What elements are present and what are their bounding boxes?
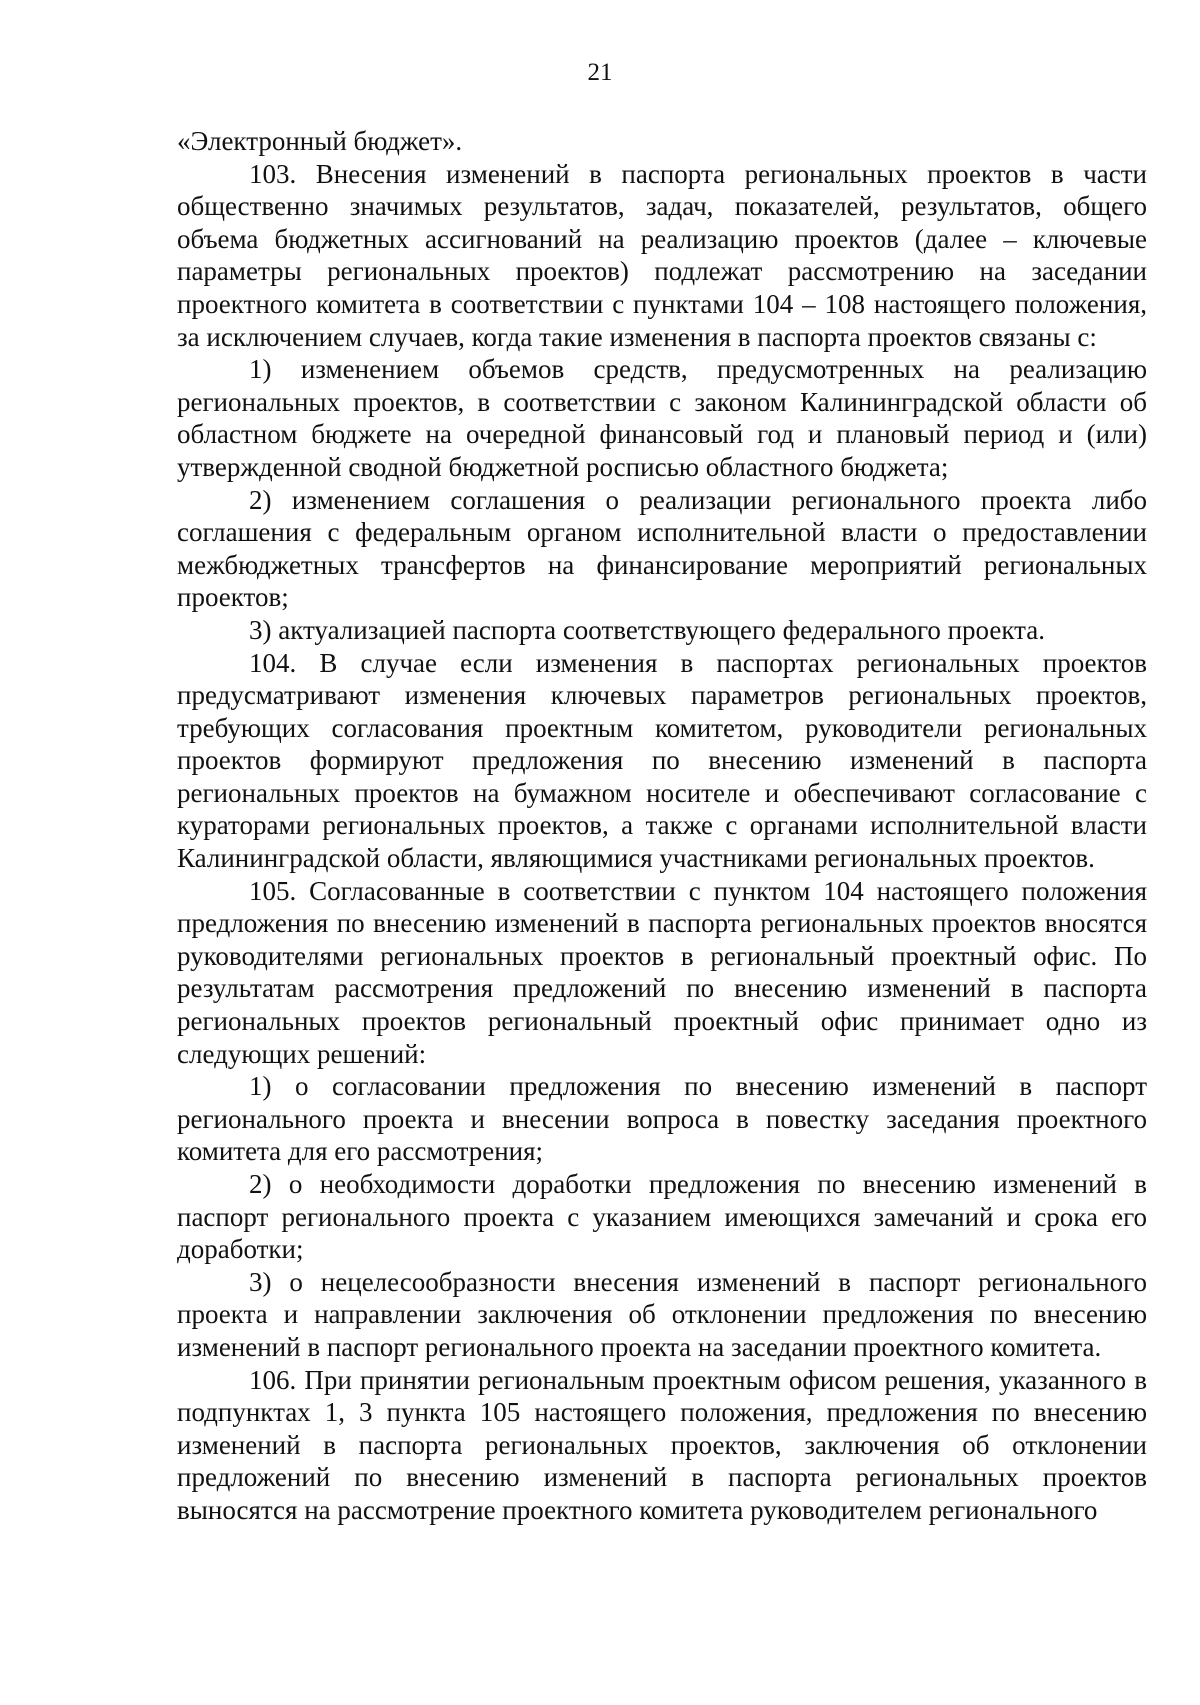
document-body	[177, 125, 1147, 1527]
paragraph-continuation: «Электронный бюджет».	[177, 126, 463, 156]
paragraph-subitem-103-2: 2) изменением соглашения о реализации регионального проекта либо соглашения с федеральным органом исполнительной власти о предоставлении межбюджетных трансфертов на финансирование мероприятий региональных проектов;	[177, 484, 1147, 613]
paragraph-subitem-103-1: 1) изменением объемов средств, предусмотренных на реализацию региональных проектов, в соответствии с законом Калининградской области об областном бюджете на очередной финансовый год и плановый период и (или) утвержденной сводной бюджетной росписью областного бюджета;	[177, 354, 1147, 482]
paragraph-subitem-105-1: 1) о согласовании предложения по внесению изменений в паспорт регионального проекта и внесении вопроса в повестку заседания проектного комитета для его рассмотрения;	[177, 1071, 1147, 1167]
paragraph-subitem-105-2: 2) о необходимости доработки предложения по внесению изменений в паспорт регионального проекта с указанием имеющихся замечаний и срока его доработки;	[177, 1169, 1147, 1265]
paragraph-subitem-105-3: 3) о нецелесообразности внесения изменений в паспорт регионального проекта и направлении заключения об отклонении предложения по внесению изменений в паспорт регионального проекта на заседании проектного комитета.	[177, 1266, 1147, 1362]
paragraph-item-103: 103. Внесения изменений в паспорта региональных проектов в части общественно значимых результатов, задач, показателей, результатов, общего объема бюджетных ассигнований на реализацию проектов (далее – ключевые параметры региональных проектов) подлежат рассмотрению на заседании проектного комитета в соответствии с пунктами 104 – 108 настоящего положения, за исключением случаев, когда такие изменения в паспорта проектов связаны с:	[177, 158, 1147, 352]
paragraph-subitem-103-3: 3) актуализацией паспорта соответствующего федерального проекта.	[249, 614, 1045, 645]
paragraph-item-106: 106. При принятии региональным проектным офисом решения, указанного в подпунктах 1, 3 пункта 105 настоящего положения, предложения по внесению изменений в паспорта региональных проектов, заключения об отклонении предложений по внесению изменений в паспорта региональных проектов выносятся на рассмотрение проектного комитета руководителем регионального	[177, 1364, 1147, 1525]
paragraph-item-104: 104. В случае если изменения в паспортах региональных проектов предусматривают изменения ключевых параметров региональных проектов, требующих согласования проектным комитетом, руководители региональных проектов формируют предложения по внесению изменений в паспорта региональных проектов на бумажном носителе и обеспечивают согласование с кураторами региональных проектов, а также с органами исполнительной власти Калининградской области, являющимися участниками региональных проектов.	[177, 647, 1147, 874]
paragraph-item-105: 105. Согласованные в соответствии с пунктом 104 настоящего положения предложения по внесению изменений в паспорта региональных проектов вносятся руководителями региональных проектов в региональный проектный офис. По результатам рассмотрения предложений по внесению изменений в паспорта региональных проектов региональный проектный офис принимает одно из следующих решений:	[177, 875, 1147, 1069]
page-number: 21	[587, 59, 613, 86]
